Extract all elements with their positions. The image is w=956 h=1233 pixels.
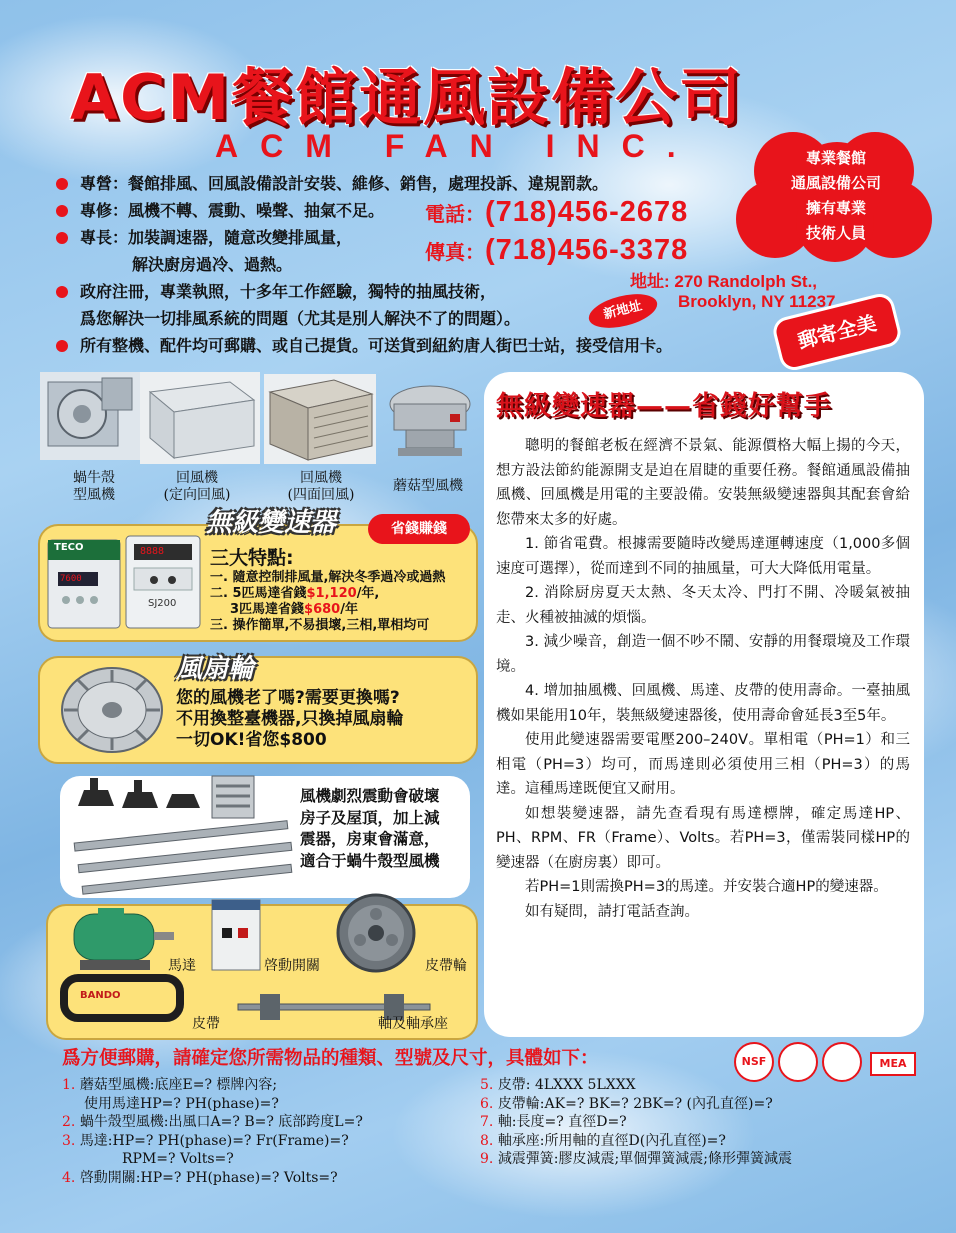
vfd-feature-2b-text: 3匹馬達省錢 — [230, 602, 305, 617]
address-line-2: Brooklyn, NY 11237 — [678, 292, 836, 311]
belt-label: 皮帶 — [192, 1016, 220, 1032]
order-item — [62, 1113, 482, 1132]
vfd-feature-3: 三. 操作簡單,不易損壞,三相,單相均可 — [210, 618, 430, 633]
order-item-number: 6. — [480, 1095, 494, 1112]
order-item-number: 1. — [62, 1077, 76, 1093]
order-item — [480, 1150, 930, 1169]
belt-photo — [60, 972, 184, 1026]
company-title-english: ACM FAN INC. — [215, 128, 698, 164]
vfd-box-title: 無級變速器 — [206, 508, 337, 538]
motor-label: 馬達 — [168, 958, 196, 974]
product-caption-line: 型風機 — [73, 487, 115, 503]
snail-fan-photo — [40, 372, 140, 460]
sj200-display: 8888 — [140, 546, 165, 557]
order-item-text: 軸:長度=? 直徑D=? — [497, 1114, 627, 1130]
order-item-text: 皮帶輪:AK=? BK=? 2BK=? (內孔直徑)=? — [497, 1095, 773, 1112]
teco-inverter-photo — [46, 538, 122, 630]
vfd-feature-2 — [210, 586, 474, 602]
article-paragraph: 若PH=1則需換PH=3的馬達。并安裝合適HP的變速器。 — [525, 879, 888, 895]
phone-block — [425, 196, 745, 229]
starter-switch-photo — [210, 898, 262, 972]
vfd-features-heading: 三大特點: — [210, 547, 294, 569]
product-caption — [50, 470, 138, 504]
order-item-text: 蝸牛殼型風機:出風口A=? B=? 底部跨度L=? — [79, 1114, 363, 1130]
product-caption — [142, 470, 252, 504]
fax-number: (718)456-3378 — [485, 234, 689, 266]
order-item-number: 8. — [480, 1132, 494, 1149]
service-item — [52, 332, 752, 359]
service-text: 政府注冊，專業執照，十多年工作經驗，獨特的抽風技術， — [80, 282, 497, 301]
professional-badge — [736, 132, 936, 262]
article-paragraph: 1. 節省電費。根據需要隨時改變馬達運轉速度（1,000多個速度可選擇），從而達到不同的抽風量，可大大降低用電量。 — [496, 536, 910, 577]
vibration-line: 震器，房東會滿意， — [300, 830, 440, 848]
bullet-dot-icon — [56, 340, 68, 352]
vfd-feature-2-suffix: /年, — [356, 586, 380, 601]
order-list-left — [62, 1076, 482, 1187]
motor-photo — [58, 904, 176, 978]
address-line-1: 地址: 270 Randolph St., — [630, 272, 818, 291]
mushroom-fan-photo — [384, 374, 476, 464]
article-paragraph: 2. 消除厨房夏天太熱、冬天太冷、門打不開、冷暖氣被抽走、火種被抽滅的煩惱。 — [496, 585, 910, 626]
order-item — [62, 1076, 482, 1095]
order-item — [480, 1132, 930, 1151]
return-fan-four-side-photo — [264, 374, 376, 464]
nsf-cert-icon: NSF — [734, 1042, 774, 1082]
order-item-text: 啓動開關:HP=? PH(phase)=? Volts=? — [79, 1169, 338, 1186]
bullet-dot-icon — [56, 232, 68, 244]
article-paragraph: 3. 減少噪音，創造一個不吵不鬧、安靜的用餐環境及工作環境。 — [496, 634, 910, 675]
bullet-dot-icon — [56, 178, 68, 190]
order-item-text: 軸承座:所用軸的直徑D(內孔直徑)=? — [497, 1132, 726, 1149]
bullet-dot-icon — [56, 286, 68, 298]
fan-wheel-line: 不用換整臺機器,只換掉風扇輪 — [176, 709, 404, 729]
product-caption-line: 蝸牛殼 — [73, 470, 115, 486]
order-item — [480, 1113, 930, 1132]
pulley-label: 皮帶輪 — [425, 958, 467, 974]
fan-wheel-text — [176, 688, 476, 751]
product-caption-line: 蘑菇型風機 — [393, 478, 463, 494]
order-item-continued: 使用馬達HP=? PH(phase)=? — [84, 1095, 279, 1112]
vfd-feature-2-text: 二. 5匹馬達省錢 — [210, 586, 307, 601]
service-text: 專長：加裝調速器，隨意改變排風量， — [80, 228, 353, 247]
vfd-feature-1: 一. 隨意控制排風量,解決冬季過冷或過熱 — [210, 570, 446, 585]
fan-wheel-title: 風扇輪 — [176, 654, 255, 684]
vfd-feature-2b-suffix: /年 — [340, 602, 358, 617]
vibration-line: 房子及屋頂，加上減 — [300, 808, 440, 827]
product-caption-line: (定向回風) — [163, 487, 231, 503]
teco-model-label: 7600 — [60, 574, 82, 584]
badge-line: 擁有專業 — [805, 199, 866, 217]
phone-number[interactable]: (718)456-2678 — [485, 196, 689, 228]
shaft-label: 軸及軸承座 — [378, 1016, 448, 1032]
order-heading: 爲方便郵購，請確定您所需物品的種類、型號及尺寸，具體如下： — [62, 1048, 599, 1069]
order-item-text: 蘑菇型風機:底座E=? 標牌內容; — [79, 1077, 278, 1093]
service-text: 所有整機、配件均可郵購、或自己提貨。可送貨到紐約唐人街巴士站，接受信用卡。 — [80, 336, 673, 355]
product-caption-line: (四面回風) — [287, 487, 355, 503]
starter-label: 啓動開關 — [264, 958, 320, 974]
vibration-line: 適合于蝸牛殼型風機 — [300, 851, 440, 870]
service-text: 解決廚房過冷、過熱。 — [132, 255, 293, 274]
service-text: 專營：餐館排風、回風設備設計安裝、維修、銷售，處理投訴、違規罰款。 — [80, 174, 609, 193]
order-item-number: 2. — [62, 1114, 76, 1130]
order-item-text: 皮帶: 4LXXX 5LXXX — [497, 1077, 636, 1093]
vfd-features — [210, 546, 474, 634]
return-fan-directional-photo — [140, 372, 260, 464]
service-text: 專修：風機不轉、震動、噪聲、抽氣不足。 — [80, 201, 385, 220]
order-item-number: 3. — [62, 1132, 76, 1149]
fan-wheel-line: 您的風機老了嗎?需要更換嗎? — [176, 688, 400, 708]
fax-label: 傳真： — [425, 240, 485, 264]
product-caption-line: 回風機 — [176, 470, 218, 486]
phone-label: 電話： — [425, 202, 485, 226]
service-text: 爲您解決一切排風系統的問題（尤其是別人解決不了的問題）。 — [80, 309, 521, 328]
vibration-dampers-photo — [70, 772, 296, 900]
save-money-tag: 省錢賺錢 — [368, 514, 470, 544]
sj200-inverter-photo — [124, 534, 202, 630]
company-title-chinese: ACM餐館通風設備公司 — [70, 61, 744, 134]
order-item-text: 減震彈簧:膠皮減震;單個彈簧減震;條形彈簧減震 — [497, 1151, 792, 1167]
order-item — [480, 1095, 930, 1114]
order-item — [480, 1076, 930, 1095]
pulley-photo — [334, 892, 418, 974]
order-item-number: 7. — [480, 1114, 494, 1130]
order-item-number: 4. — [62, 1169, 76, 1186]
sj200-model-label: SJ200 — [148, 598, 177, 609]
fax-block — [425, 234, 745, 267]
badge-line: 專業餐館 — [805, 149, 866, 167]
badge-line: 技術人員 — [805, 224, 866, 242]
new-address-tag: 新地址 — [585, 288, 660, 334]
article-paragraph: 4. 增加抽風機、回風機、馬達、皮帶的使用壽命。一臺抽風機如果能用10年，裝無級變速器後，使用壽命會延長3至5年。 — [496, 683, 910, 724]
product-caption-line: 回風機 — [300, 470, 342, 486]
mail-order-badge: 郵寄全美 — [774, 294, 900, 369]
vfd-saving-5hp: $1,120 — [306, 586, 357, 601]
order-item — [62, 1169, 482, 1188]
order-item-number: 9. — [480, 1151, 494, 1167]
article-title: 無級變速器——省錢好幫手 — [496, 391, 832, 422]
vibration-line: 風機劇烈震動會破壞 — [300, 787, 440, 805]
mea-cert-icon: MEA — [870, 1052, 916, 1076]
teco-brand-label: TECO — [54, 542, 84, 553]
order-item-continued: RPM=? Volts=? — [122, 1151, 234, 1167]
vibration-text — [300, 786, 470, 872]
fan-wheel-photo — [58, 664, 166, 756]
vfd-feature-2b — [210, 602, 474, 618]
order-item-text: 馬達:HP=? PH(phase)=? Fr(Frame)=? — [79, 1132, 349, 1149]
article-paragraph: 聰明的餐館老板在經濟不景氣、能源價格大幅上揚的今天，想方設法節約能源開支是迫在眉睫的重要任務。餐館通風設備抽風機、回風機是用電的主要設備。安裝無級變速器與其配套會給您帶來太多的好處。 — [496, 438, 910, 528]
order-item-number: 5. — [480, 1077, 494, 1093]
article-paragraph: 如有疑問，請打電話查詢。 — [525, 903, 699, 920]
service-item — [52, 170, 752, 197]
order-item — [62, 1132, 482, 1151]
product-caption — [378, 478, 478, 495]
vfd-saving-3hp: $680 — [304, 602, 341, 617]
article-paragraph: 使用此變速器需要電壓200–240V。單相電（PH=1）和三相電（PH=3）均可，而馬達則必須使用三相（PH=3）的馬達。這種馬達既便宜又耐用。 — [496, 732, 910, 797]
product-caption — [266, 470, 376, 504]
article-paragraph: 如想裝變速器，請先查看現有馬達標牌，確定馬達HP、PH、RPM、FR（Frame）、Volts。若PH=3，僅需裝同樣HP的變速器（在廚房裏）即可。 — [496, 805, 910, 871]
belt-brand-label: BANDO — [80, 990, 121, 1001]
order-list-right — [480, 1076, 930, 1169]
badge-line: 通風設備公司 — [790, 174, 881, 192]
article-panel — [484, 372, 924, 1037]
bullet-dot-icon — [56, 205, 68, 217]
fan-wheel-line: 一切OK!省您$800 — [176, 730, 327, 750]
